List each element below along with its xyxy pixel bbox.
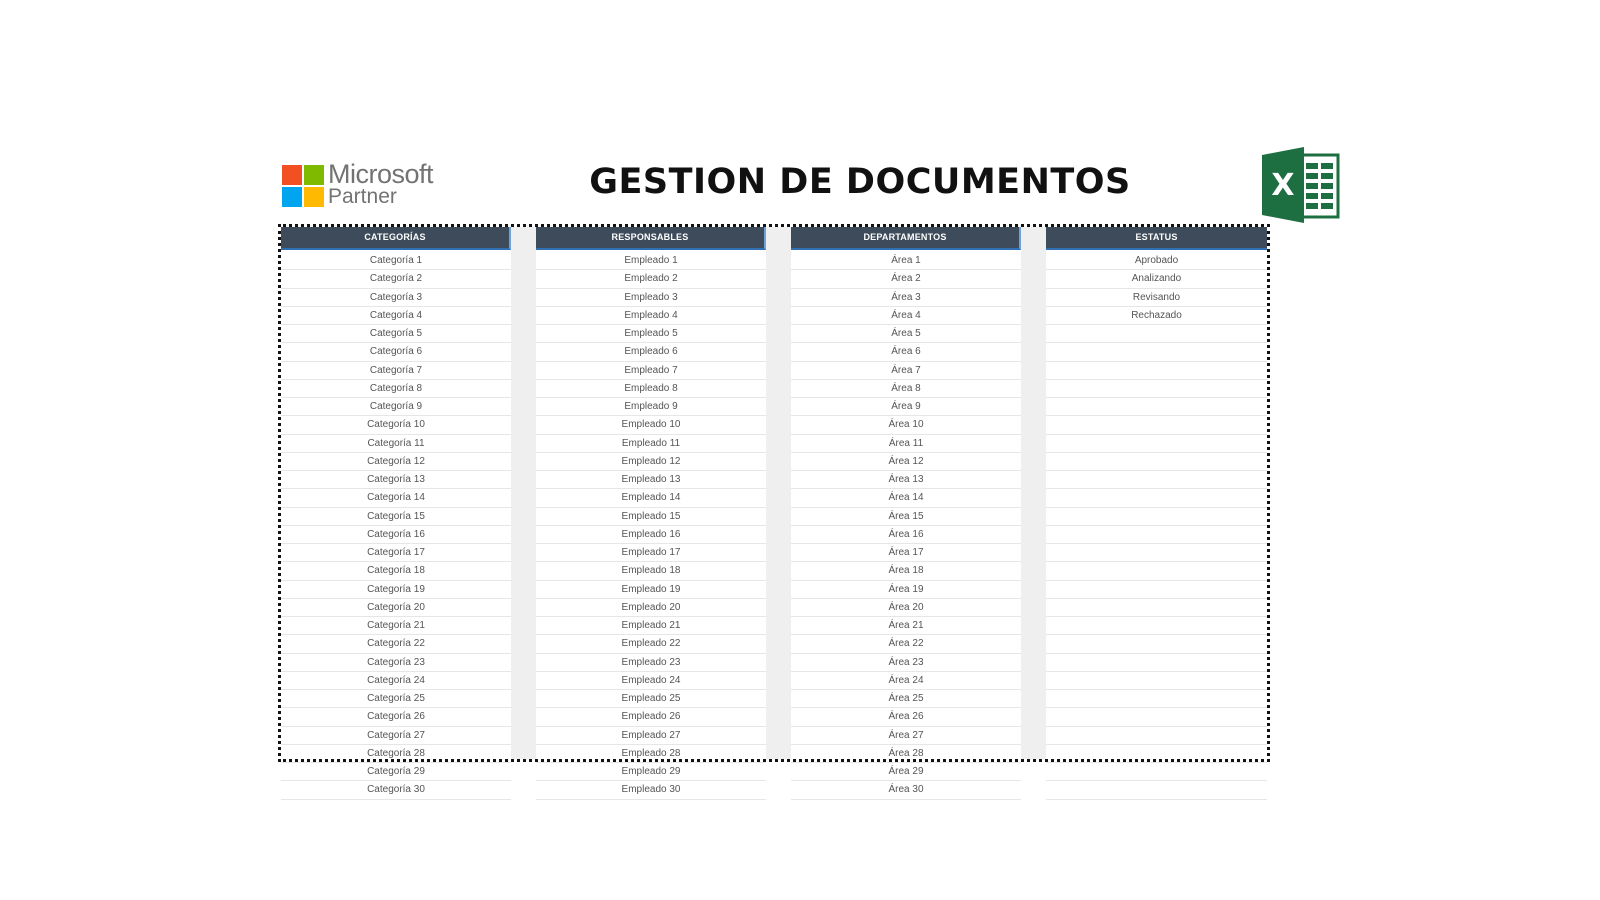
table-cell[interactable] — [1046, 471, 1267, 489]
table-cell[interactable]: Área 20 — [791, 599, 1021, 617]
table-cell[interactable] — [1046, 398, 1267, 416]
table-cell[interactable]: Área 17 — [791, 544, 1021, 562]
table-cell[interactable]: Área 9 — [791, 398, 1021, 416]
table-cell[interactable]: Categoría 7 — [281, 362, 511, 380]
table-cell[interactable]: Categoría 2 — [281, 270, 511, 288]
table-cell[interactable] — [1046, 435, 1267, 453]
table-cell[interactable] — [1046, 599, 1267, 617]
table-cell[interactable] — [1046, 343, 1267, 361]
table-cell[interactable] — [1046, 526, 1267, 544]
table-cell[interactable]: Área 5 — [791, 325, 1021, 343]
table-cell[interactable]: Empleado 30 — [536, 781, 766, 799]
table-cell[interactable]: Categoría 9 — [281, 398, 511, 416]
column-gap — [1021, 227, 1046, 759]
table-cell[interactable]: Categoría 15 — [281, 508, 511, 526]
table-cell[interactable]: Categoría 17 — [281, 544, 511, 562]
table-cell[interactable] — [1046, 325, 1267, 343]
table-cell[interactable] — [1046, 544, 1267, 562]
table-cell[interactable]: Empleado 6 — [536, 343, 766, 361]
table-cell[interactable] — [1046, 508, 1267, 526]
table-cell[interactable]: Empleado 26 — [536, 708, 766, 726]
table-cell[interactable]: Área 29 — [791, 763, 1021, 781]
table-cell[interactable]: Empleado 25 — [536, 690, 766, 708]
table-cell[interactable]: Empleado 4 — [536, 307, 766, 325]
table-cell[interactable]: Categoría 4 — [281, 307, 511, 325]
table-cell[interactable]: Categoría 23 — [281, 654, 511, 672]
table-cell[interactable]: Empleado 29 — [536, 763, 766, 781]
table-cell[interactable]: Empleado 24 — [536, 672, 766, 690]
table-cell[interactable]: Área 14 — [791, 489, 1021, 507]
table-cell[interactable]: Analizando — [1046, 270, 1267, 288]
table-cell[interactable]: Área 27 — [791, 727, 1021, 745]
table-cell[interactable]: Categoría 20 — [281, 599, 511, 617]
table-cell[interactable]: Categoría 3 — [281, 289, 511, 307]
table-cell[interactable]: Categoría 12 — [281, 453, 511, 471]
table-cell[interactable]: Categoría 11 — [281, 435, 511, 453]
table-cell[interactable]: Empleado 21 — [536, 617, 766, 635]
column-header[interactable]: RESPONSABLES — [536, 227, 766, 250]
table-cell[interactable]: Categoría 30 — [281, 781, 511, 799]
table-cell[interactable]: Empleado 18 — [536, 562, 766, 580]
table-cell[interactable]: Área 23 — [791, 654, 1021, 672]
table-cell[interactable]: Empleado 8 — [536, 380, 766, 398]
table-cell[interactable]: Empleado 17 — [536, 544, 766, 562]
document-table — [278, 224, 1270, 796]
svg-text:X: X — [1271, 168, 1295, 203]
table-cell[interactable]: Área 3 — [791, 289, 1021, 307]
table-cell[interactable] — [1046, 489, 1267, 507]
column-header[interactable]: CATEGORÍAS — [281, 227, 511, 250]
table-cell[interactable] — [1046, 690, 1267, 708]
table-cell[interactable]: Área 28 — [791, 745, 1021, 763]
table-cell[interactable]: Área 11 — [791, 435, 1021, 453]
table-cell[interactable]: Área 8 — [791, 380, 1021, 398]
table-cell[interactable]: Empleado 9 — [536, 398, 766, 416]
table-cell[interactable]: Área 2 — [791, 270, 1021, 288]
table-cell[interactable]: Empleado 12 — [536, 453, 766, 471]
table-cell[interactable]: Empleado 16 — [536, 526, 766, 544]
table-cell[interactable]: Empleado 15 — [536, 508, 766, 526]
table-cell[interactable] — [1046, 380, 1267, 398]
column-header[interactable]: ESTATUS — [1046, 227, 1267, 250]
table-cell[interactable]: Empleado 3 — [536, 289, 766, 307]
table-cell[interactable]: Área 7 — [791, 362, 1021, 380]
table-cell[interactable]: Categoría 27 — [281, 727, 511, 745]
table-cell[interactable]: Empleado 11 — [536, 435, 766, 453]
table-cell[interactable] — [1046, 416, 1267, 434]
table-cell[interactable]: Área 13 — [791, 471, 1021, 489]
table-cell[interactable] — [1046, 727, 1267, 745]
table-cell[interactable]: Empleado 2 — [536, 270, 766, 288]
column-header[interactable]: DEPARTAMENTOS — [791, 227, 1021, 250]
table-cell[interactable]: Empleado 28 — [536, 745, 766, 763]
table-cell[interactable] — [1046, 453, 1267, 471]
table-cell[interactable]: Empleado 20 — [536, 599, 766, 617]
table-cell[interactable]: Área 6 — [791, 343, 1021, 361]
table-cell[interactable]: Empleado 10 — [536, 416, 766, 434]
excel-icon — [1262, 147, 1340, 223]
table-cell[interactable]: Área 24 — [791, 672, 1021, 690]
table-cell[interactable]: Empleado 1 — [536, 252, 766, 270]
table-cell[interactable]: Categoría 19 — [281, 581, 511, 599]
table-cell[interactable]: Área 26 — [791, 708, 1021, 726]
table-cell[interactable] — [1046, 581, 1267, 599]
table-cell[interactable]: Área 1 — [791, 252, 1021, 270]
table-cell[interactable]: Empleado 5 — [536, 325, 766, 343]
column-departamentos — [791, 227, 1021, 796]
table-cell[interactable]: Área 22 — [791, 635, 1021, 653]
table-cell[interactable]: Categoría 22 — [281, 635, 511, 653]
table-cell[interactable]: Empleado 14 — [536, 489, 766, 507]
table-cell[interactable] — [1046, 763, 1267, 781]
column-estatus — [1046, 227, 1267, 759]
page-title: GESTION DE DOCUMENTOS — [589, 162, 1131, 202]
table-cell[interactable]: Aprobado — [1046, 252, 1267, 270]
table-cell[interactable]: Área 4 — [791, 307, 1021, 325]
table-cell[interactable]: Área 18 — [791, 562, 1021, 580]
table-cell[interactable]: Área 30 — [791, 781, 1021, 799]
column-responsables — [536, 227, 766, 796]
table-cell[interactable] — [1046, 708, 1267, 726]
table-cell[interactable]: Empleado 23 — [536, 654, 766, 672]
table-cell[interactable]: Categoría 26 — [281, 708, 511, 726]
table-cell[interactable]: Área 12 — [791, 453, 1021, 471]
table-cell[interactable]: Categoría 13 — [281, 471, 511, 489]
microsoft-partner-logo — [282, 159, 452, 209]
table-cell[interactable]: Categoría 8 — [281, 380, 511, 398]
microsoft-squares-icon — [282, 165, 324, 207]
table-cell[interactable]: Área 25 — [791, 690, 1021, 708]
table-cell[interactable]: Categoría 24 — [281, 672, 511, 690]
logo-brand: Microsoft — [328, 159, 434, 189]
table-cell[interactable]: Categoría 28 — [281, 745, 511, 763]
table-cell[interactable]: Empleado 22 — [536, 635, 766, 653]
table-cell[interactable]: Empleado 19 — [536, 581, 766, 599]
table-cell[interactable] — [1046, 745, 1267, 763]
table-cell[interactable]: Categoría 16 — [281, 526, 511, 544]
table-cell[interactable]: Empleado 27 — [536, 727, 766, 745]
table-cell[interactable] — [1046, 362, 1267, 380]
column-gap — [511, 227, 536, 759]
column-gap — [766, 227, 791, 759]
table-cell[interactable]: Revisando — [1046, 289, 1267, 307]
table-cell[interactable]: Empleado 7 — [536, 362, 766, 380]
table-cell[interactable]: Categoría 14 — [281, 489, 511, 507]
table-cell[interactable]: Categoría 21 — [281, 617, 511, 635]
table-cell[interactable]: Categoría 25 — [281, 690, 511, 708]
table-cell[interactable]: Categoría 1 — [281, 252, 511, 270]
table-cell[interactable] — [1046, 617, 1267, 635]
table-cell[interactable]: Rechazado — [1046, 307, 1267, 325]
table-cell[interactable]: Categoría 18 — [281, 562, 511, 580]
column-categorias — [281, 227, 511, 796]
table-cell[interactable]: Categoría 6 — [281, 343, 511, 361]
table-cell[interactable] — [1046, 635, 1267, 653]
table-cell[interactable]: Categoría 5 — [281, 325, 511, 343]
table-cell[interactable]: Área 16 — [791, 526, 1021, 544]
table-cell[interactable] — [1046, 562, 1267, 580]
table-cell[interactable] — [1046, 672, 1267, 690]
table-cell[interactable]: Área 10 — [791, 416, 1021, 434]
table-cell[interactable] — [1046, 654, 1267, 672]
table-cell[interactable]: Categoría 29 — [281, 763, 511, 781]
table-cell[interactable]: Empleado 13 — [536, 471, 766, 489]
table-cell[interactable] — [1046, 781, 1267, 799]
table-cell[interactable]: Categoría 10 — [281, 416, 511, 434]
table-cell[interactable]: Área 19 — [791, 581, 1021, 599]
table-cell[interactable]: Área 15 — [791, 508, 1021, 526]
logo-sub: Partner — [328, 185, 397, 208]
table-cell[interactable]: Área 21 — [791, 617, 1021, 635]
